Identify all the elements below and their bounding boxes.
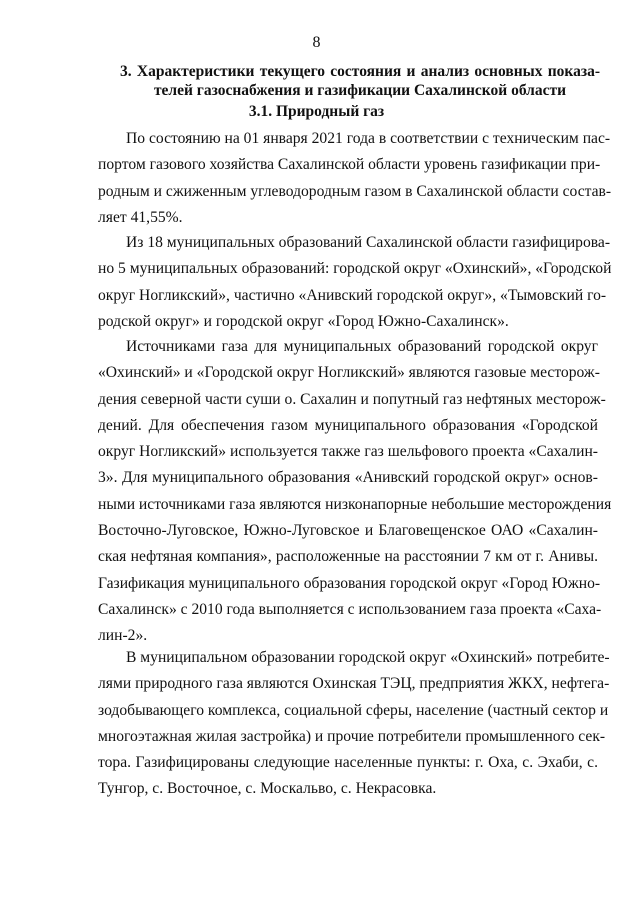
paragraph-line: Тунгор, с. Восточное, с. Москальво, с. Некрасовка.	[98, 780, 437, 798]
section-title-line-1: 3. Характеристики текущего состояния и анализ основных показа-	[120, 63, 600, 80]
paragraph-line: Из 18 муниципальных образований Сахалинской области газифицирова-	[126, 234, 611, 251]
paragraph-line: Сахалинск» с 2010 года выполняется с использованием газа проекта «Саха-	[98, 600, 602, 618]
paragraph-line: 3». Для муниципального образования «Анивский городской округ» основ-	[98, 469, 598, 487]
paragraph-line: ляет 41,55%.	[98, 208, 183, 226]
paragraph-line: ными источниками газа являются низконапорные небольшие месторождения	[98, 495, 612, 513]
paragraph-2	[98, 230, 612, 335]
paragraph-line: По состоянию на 01 января 2021 года в соответствии с техническим пас-	[126, 130, 611, 147]
paragraph-line: Восточно-Луговское, Южно-Луговское и Благовещенское ОАО «Сахалин-	[98, 522, 598, 540]
subsection-title: 3.1. Природный газ	[248, 103, 385, 120]
paragraph-3	[98, 334, 612, 650]
paragraph-line: родным и сжиженным углеводородным газом в Сахалинской области состав-	[98, 182, 612, 200]
paragraph-line: зодобывающего комплекса, социальной сферы, население (частный сектор и	[98, 701, 609, 719]
paragraph-4	[98, 645, 610, 803]
page-number: 8	[312, 34, 321, 51]
paragraph-line: но 5 муниципальных образований: городской округ «Охинский», «Городской	[98, 260, 612, 278]
paragraph-line: округ Ногликский» используется также газ шельфового проекта «Сахалин-	[98, 443, 598, 461]
paragraph-line: многоэтажная жилая застройка) и прочие потребители промышленного сек-	[98, 727, 606, 745]
paragraph-line: ская нефтяная компания», расположенные на расстоянии 7 км от г. Анивы.	[98, 548, 598, 566]
paragraph-line: портом газового хозяйства Сахалинской области уровень газификации при-	[98, 156, 601, 174]
paragraph-line: Источниками газа для муниципальных образований городской округ	[126, 338, 598, 355]
paragraph-line: лями природного газа являются Охинская ТЭЦ, предприятия ЖКХ, нефтега-	[98, 675, 610, 693]
paragraph-line: «Охинский» и «Городской округ Ногликский» являются газовые месторож-	[98, 364, 600, 382]
paragraph-line: лин-2».	[98, 627, 148, 645]
paragraph-line: Газификация муниципального образования городской округ «Город Южно-	[98, 574, 601, 592]
paragraph-line: дения северной части суши о. Сахалин и попутный газ нефтяных месторож-	[98, 390, 606, 408]
section-title-line-2: телей газоснабжения и газификации Сахалинской области	[153, 82, 567, 99]
paragraph-line: округ Ногликский», частично «Анивский городской округ», «Тымовский го-	[98, 286, 607, 304]
paragraph-line: родской округ» и городской округ «Город Южно-Сахалинск».	[98, 312, 509, 330]
paragraph-line: тора. Газифицированы следующие населенные пункты: г. Оха, с. Эхаби, с.	[98, 754, 598, 772]
paragraph-1	[98, 126, 612, 231]
paragraph-line: В муниципальном образовании городской округ «Охинский» потребите-	[126, 649, 610, 666]
paragraph-line: дений. Для обеспечения газом муниципального образования «Городской	[98, 416, 598, 434]
section-title	[120, 62, 600, 100]
